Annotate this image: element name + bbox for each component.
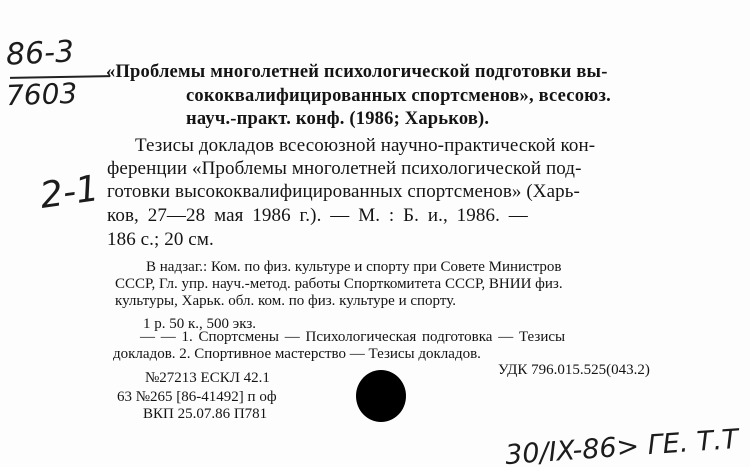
body-line-3: готовки высококвалифицированных спортсменов» (Харь- <box>107 181 580 202</box>
handwritten-bottom-note: 30/IX-86> ГЕ. Т.Т <box>504 423 740 471</box>
catalog-code-left-3: ВКП 25.07.86 П781 <box>143 406 268 422</box>
body-line-2: ференции «Проблемы многолетней психологической под- <box>107 158 582 179</box>
handwritten-second-number: 7603 <box>5 76 78 113</box>
catalog-code-left-2: 63 №265 [86-41492] п оф <box>117 389 277 405</box>
notes-line-5: — — 1. Спортсмены — Психологическая подготовка — Тезисы <box>140 329 566 345</box>
notes-line-4: 1 р. 50 к., 500 экз. <box>143 316 256 332</box>
body-line-1: Тезисы докладов всесоюзной научно-практической кон- <box>135 135 596 156</box>
notes-line-6: докладов. 2. Спортивное мастерство — Тезисы докладов. <box>113 346 481 362</box>
body-line-5: 186 с.; 20 см. <box>107 229 214 250</box>
notes-line-3: культуры, Харьк. обл. ком. по физ. культуре и спорту. <box>115 293 456 309</box>
catalog-code-left-1: №27213 ЕСКЛ 42.1 <box>145 370 270 386</box>
handwritten-top-number: 86-3 <box>5 34 75 73</box>
ink-blot <box>356 370 406 422</box>
notes-line-2: СССР, Гл. упр. науч.-метод. работы Спорткомитета СССР, ВНИИ физ. <box>115 276 563 292</box>
notes-line-1: В надзаг.: Ком. по физ. культуре и спорту при Совете Министров <box>146 259 562 275</box>
udk-code: УДК 796.015.525(043.2) <box>498 362 650 378</box>
heading-line-1: «Проблемы многолетней психологической подготовки вы- <box>106 62 608 82</box>
heading-line-2: сококвалифицированных спортсменов», всесоюз. <box>186 86 611 106</box>
heading-line-3: науч.-практ. конф. (1986; Харьков). <box>186 109 490 129</box>
body-line-4: ков, 27—28 мая 1986 г.). — М. : Б. и., 1986. — <box>107 205 528 226</box>
handwritten-side-mark: 2-1 <box>37 168 102 217</box>
